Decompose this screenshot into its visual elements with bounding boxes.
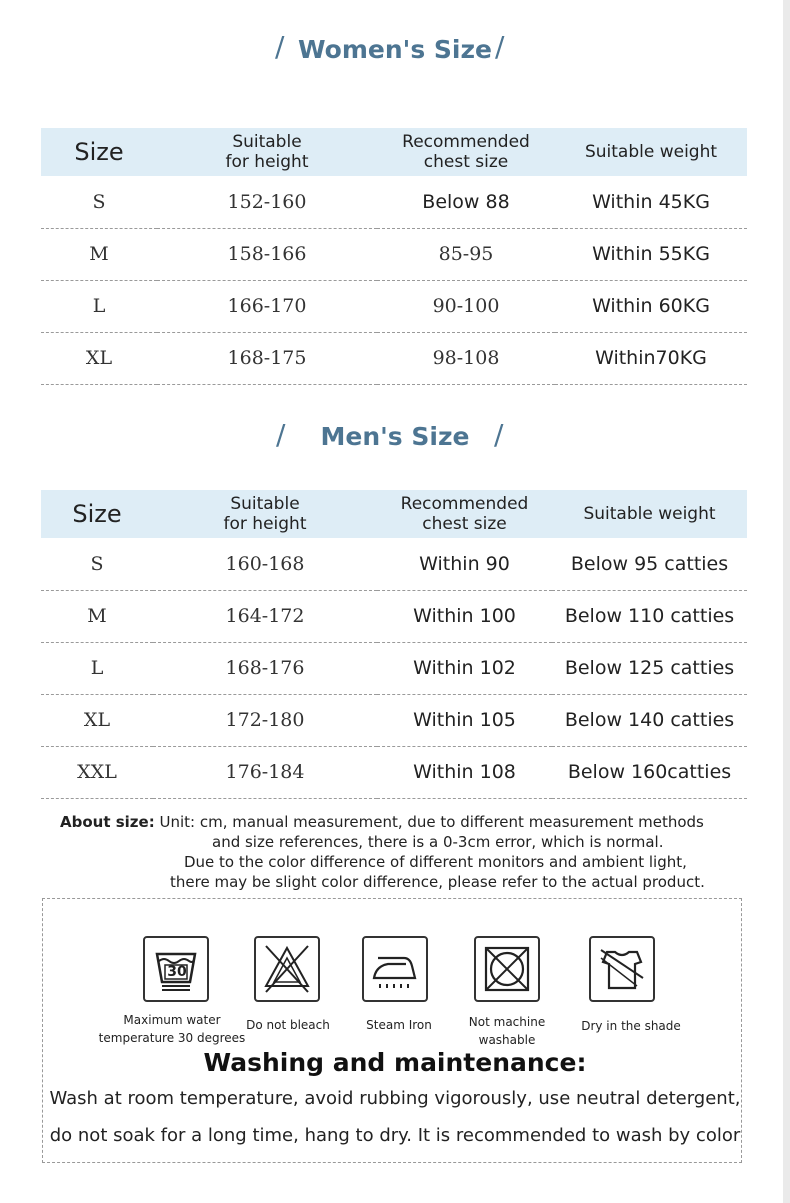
about-line-1 bbox=[60, 812, 704, 832]
care-label-iron: Steam Iron bbox=[366, 1018, 432, 1032]
care-label-wash-line2: temperature 30 degrees bbox=[98, 1031, 246, 1045]
header-chest bbox=[377, 128, 555, 176]
cell-weight: Below 140 catties bbox=[552, 694, 747, 746]
cell-chest: 85-95 bbox=[377, 228, 555, 280]
table-row bbox=[41, 280, 747, 332]
table-header bbox=[41, 490, 747, 538]
cell-weight: Below 160catties bbox=[552, 746, 747, 798]
washing-text-line2: do not soak for a long time, hang to dry. It is recommended to wash by color bbox=[49, 1125, 741, 1146]
cell-height: 152-160 bbox=[157, 176, 377, 228]
cell-weight: Within 55KG bbox=[555, 228, 747, 280]
cell-weight: Within70KG bbox=[555, 332, 747, 384]
table-row bbox=[41, 332, 747, 384]
cell-size: M bbox=[41, 590, 153, 642]
header-height-line1: Suitable bbox=[230, 494, 300, 514]
title-slash-right: / bbox=[495, 30, 505, 63]
table-row bbox=[41, 746, 747, 798]
cell-size: L bbox=[41, 642, 153, 694]
cell-chest: Within 108 bbox=[377, 746, 552, 798]
header-height-line2: for height bbox=[225, 152, 309, 172]
header-height bbox=[157, 128, 377, 176]
cell-chest: Below 88 bbox=[377, 176, 555, 228]
cell-height: 176-184 bbox=[153, 746, 377, 798]
womens-size-table bbox=[41, 128, 747, 385]
table-row bbox=[41, 538, 747, 590]
header-weight: Suitable weight bbox=[584, 142, 718, 162]
cell-height: 160-168 bbox=[153, 538, 377, 590]
cell-weight: Within 60KG bbox=[555, 280, 747, 332]
cell-height: 172-180 bbox=[153, 694, 377, 746]
header-size: Size bbox=[72, 500, 122, 528]
cell-height: 168-175 bbox=[157, 332, 377, 384]
header-height-line2: for height bbox=[223, 514, 307, 534]
care-label-dry: Dry in the shade bbox=[581, 1019, 681, 1033]
cell-size: M bbox=[41, 228, 157, 280]
mens-size-title: Men's Size bbox=[320, 422, 470, 451]
cell-weight: Below 125 catties bbox=[552, 642, 747, 694]
womens-size-title: Women's Size bbox=[298, 35, 492, 64]
title-slash-left: / bbox=[276, 418, 286, 451]
table-row bbox=[41, 176, 747, 228]
cell-size: S bbox=[41, 538, 153, 590]
cell-chest: Within 90 bbox=[377, 538, 552, 590]
cell-chest: 90-100 bbox=[377, 280, 555, 332]
table-row bbox=[41, 642, 747, 694]
cell-height: 168-176 bbox=[153, 642, 377, 694]
cell-height: 164-172 bbox=[153, 590, 377, 642]
steam-iron-icon bbox=[362, 936, 428, 1002]
no-machine-wash-icon bbox=[474, 936, 540, 1002]
header-weight: Suitable weight bbox=[583, 504, 716, 524]
about-line-4: there may be slight color difference, please refer to the actual product. bbox=[170, 873, 705, 891]
care-label-machine bbox=[447, 1013, 567, 1049]
care-label-bleach: Do not bleach bbox=[246, 1018, 330, 1032]
cell-size: XXL bbox=[41, 746, 153, 798]
header-height bbox=[153, 490, 377, 538]
cell-height: 166-170 bbox=[157, 280, 377, 332]
table-row bbox=[41, 694, 747, 746]
header-chest-line2: chest size bbox=[423, 152, 509, 172]
title-slash-right: / bbox=[494, 418, 504, 451]
header-height-line1: Suitable bbox=[232, 132, 302, 152]
header-chest bbox=[377, 490, 552, 538]
header-chest-line1: Recommended bbox=[400, 494, 529, 514]
cell-size: L bbox=[41, 280, 157, 332]
cell-chest: Within 100 bbox=[377, 590, 552, 642]
about-label: About size: bbox=[60, 813, 155, 831]
header-chest-line1: Recommended bbox=[402, 132, 530, 152]
page-edge bbox=[783, 0, 790, 1203]
cell-chest: Within 102 bbox=[377, 642, 552, 694]
washing-title: Washing and maintenance: bbox=[203, 1048, 587, 1077]
cell-size: S bbox=[41, 176, 157, 228]
cell-weight: Below 110 catties bbox=[552, 590, 747, 642]
header-size: Size bbox=[74, 138, 124, 166]
title-slash-left: / bbox=[275, 30, 285, 63]
about-line-3: Due to the color difference of different monitors and ambient light, bbox=[184, 853, 687, 871]
cell-size: XL bbox=[41, 694, 153, 746]
care-label-machine-line2: washable bbox=[478, 1033, 536, 1047]
wash-temp-number: 30 bbox=[167, 964, 187, 980]
table-row bbox=[41, 228, 747, 280]
about-text-1: Unit: cm, manual measurement, due to different measurement methods bbox=[159, 813, 704, 831]
do-not-bleach-icon bbox=[254, 936, 320, 1002]
dry-in-shade-icon bbox=[589, 936, 655, 1002]
washing-text-line1: Wash at room temperature, avoid rubbing vigorously, use neutral detergent, bbox=[49, 1088, 741, 1109]
mens-size-table bbox=[41, 490, 747, 799]
table-row bbox=[41, 590, 747, 642]
cell-chest: Within 105 bbox=[377, 694, 552, 746]
cell-height: 158-166 bbox=[157, 228, 377, 280]
about-line-2: and size references, there is a 0-3cm error, which is normal. bbox=[212, 833, 664, 851]
care-label-wash-line1: Maximum water bbox=[123, 1013, 221, 1027]
cell-chest: 98-108 bbox=[377, 332, 555, 384]
cell-weight: Below 95 catties bbox=[552, 538, 747, 590]
wash-30-icon bbox=[143, 936, 209, 1002]
care-label-machine-line1: Not machine bbox=[468, 1015, 546, 1029]
header-chest-line2: chest size bbox=[422, 514, 507, 534]
cell-weight: Within 45KG bbox=[555, 176, 747, 228]
cell-size: XL bbox=[41, 332, 157, 384]
table-header bbox=[41, 128, 747, 176]
